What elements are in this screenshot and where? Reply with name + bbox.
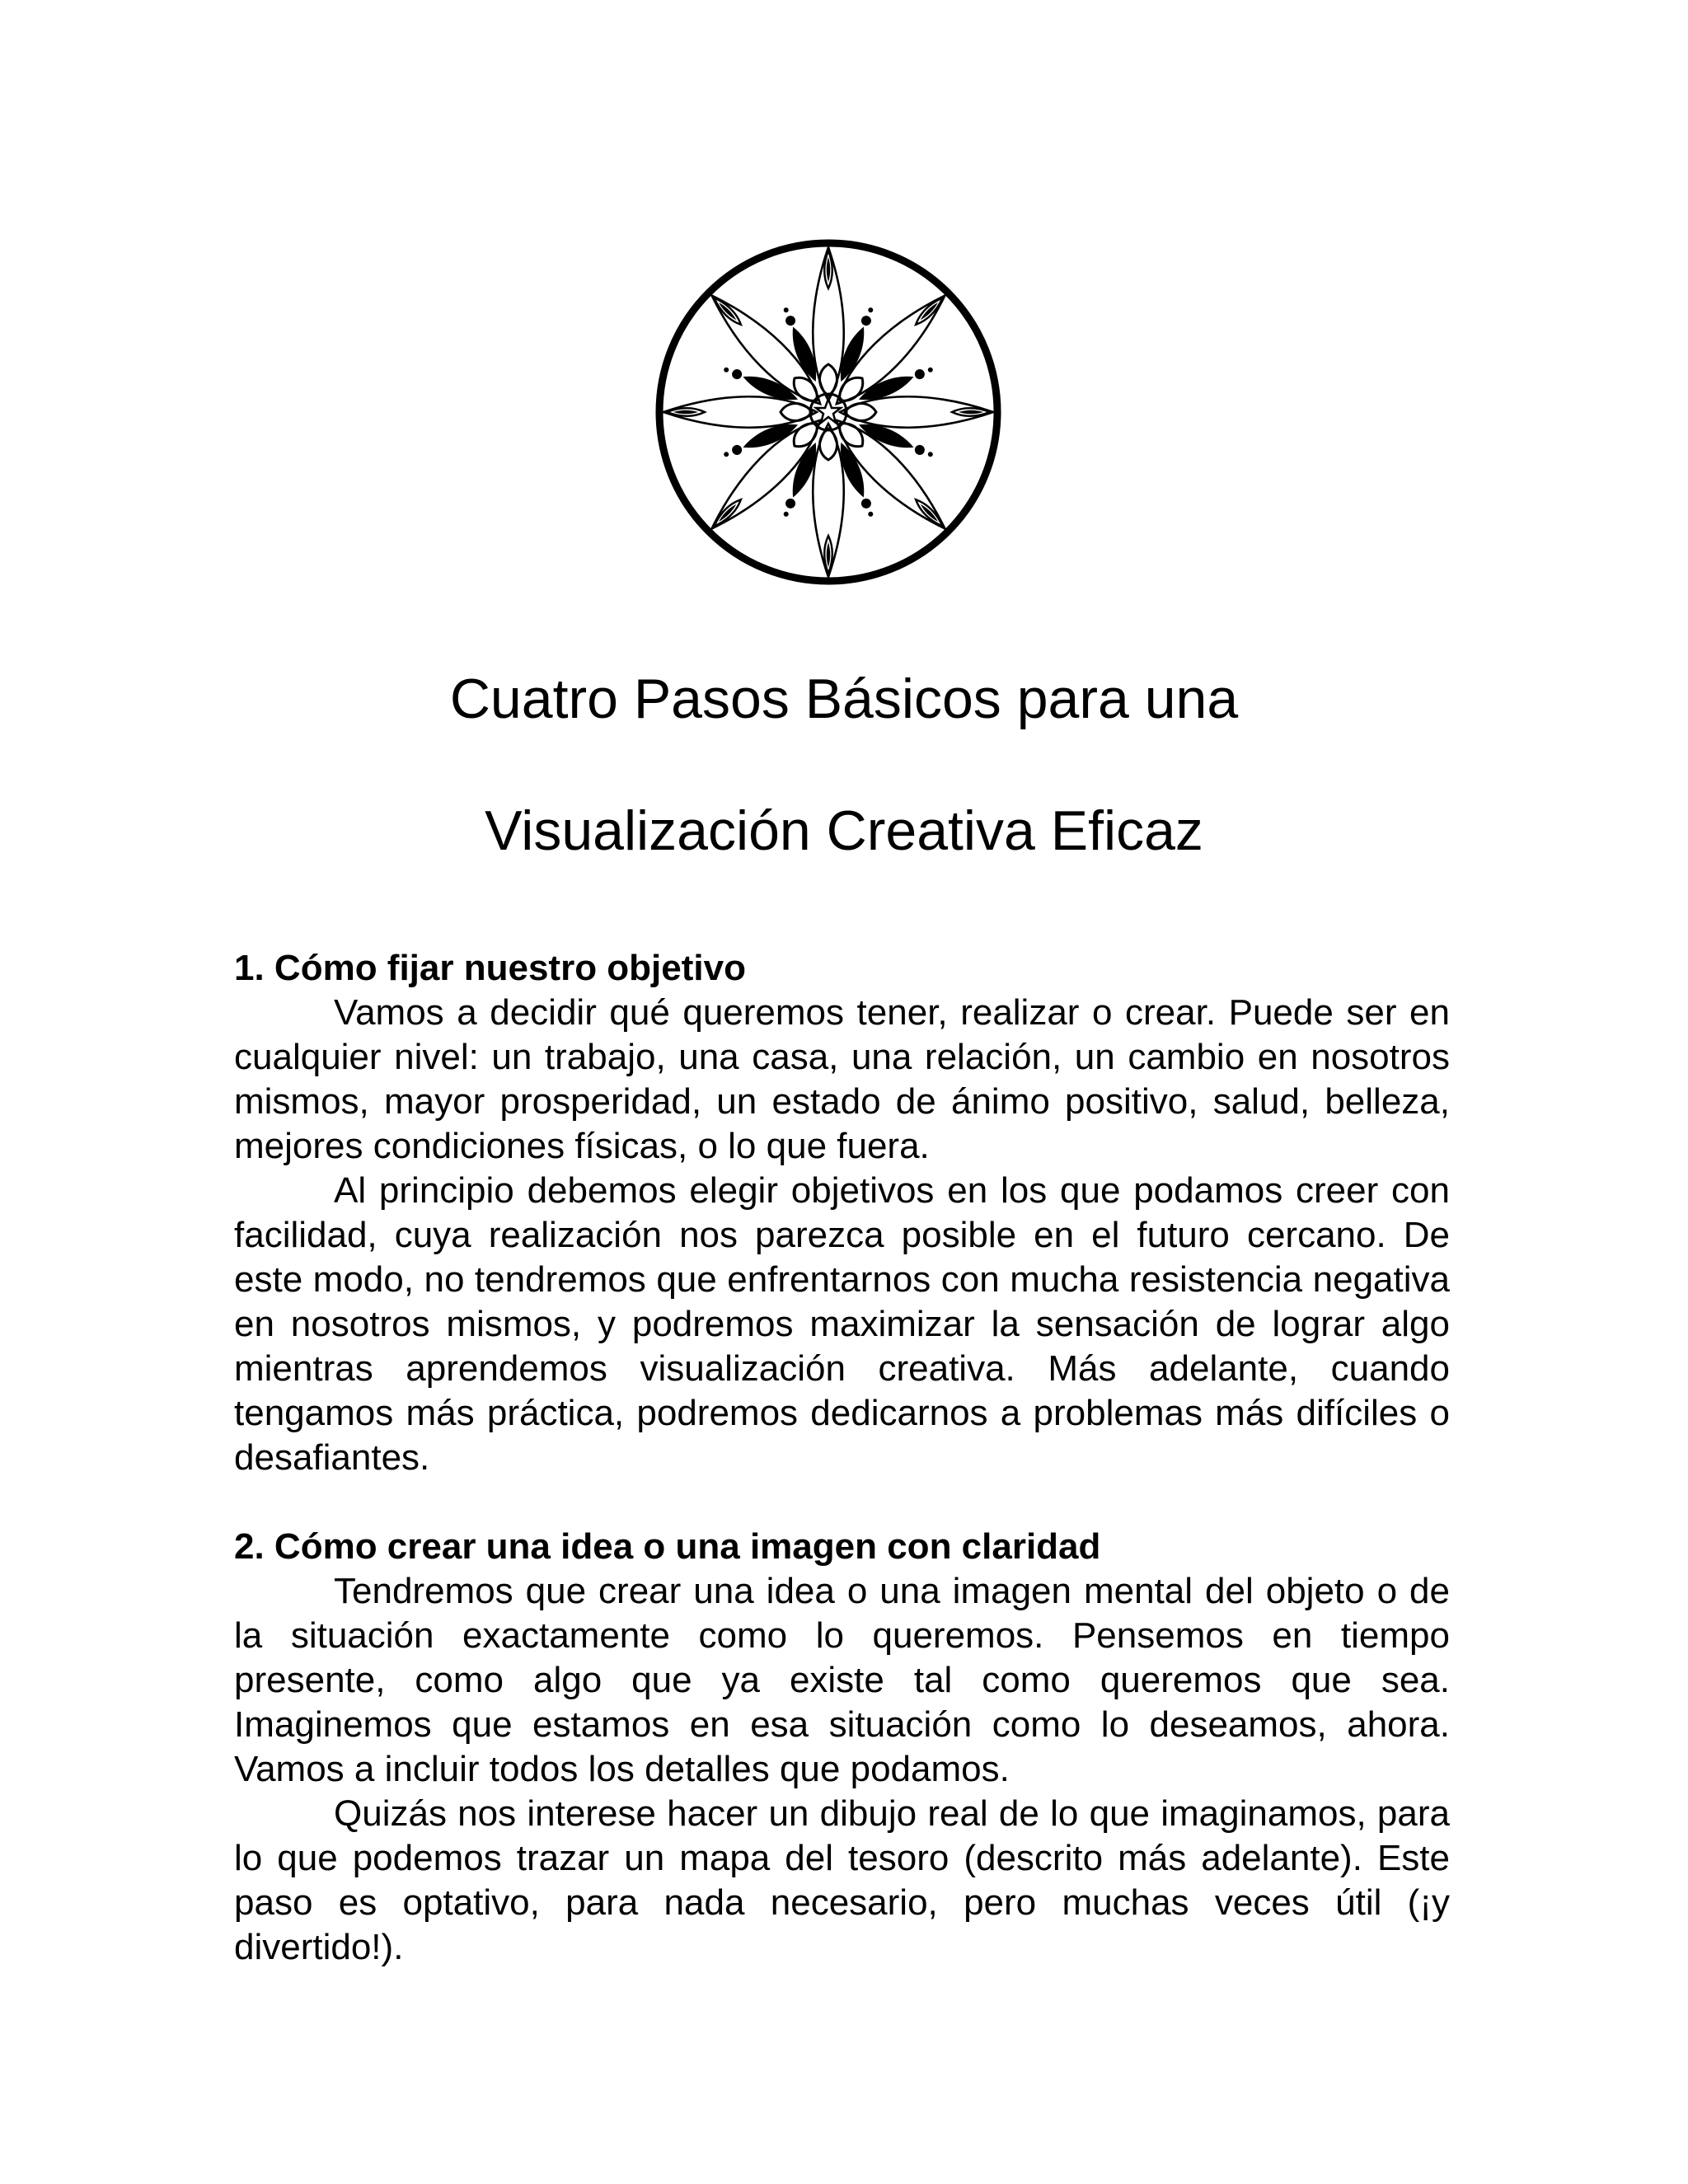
mandala-icon	[651, 218, 1006, 606]
paragraph: Al principio debemos elegir objetivos en los que podamos creer con facilidad, cuya realización nos parezca posible en el futuro cercano. De este modo, no tendremos que enfrentarnos con mucha resistencia negativa en nosotros mismos, y podremos maximizar la sensación de lograr algo mientras aprendemos visualización creativa. Más adelante, cuando tengamos más práctica, podremos dedicarnos a problemas más difíciles o desafiantes.	[234, 1170, 1450, 1478]
paragraph: Quizás nos interese hacer un dibujo real de lo que imaginamos, para lo que podemos trazar un mapa del tesoro (descrito más adelante). Este paso es optativo, para nada necesario, pero muchas veces útil (¡y divertido!).	[234, 1793, 1450, 1967]
paragraph: Vamos a decidir qué queremos tener, realizar o crear. Puede ser en cualquier nivel: un trabajo, una casa, una relación, un cambio en nosotros mismos, mayor prosperidad, un estado de ánimo positivo, salud, belleza, mejores condiciones físicas, o lo que fuera.	[234, 992, 1450, 1166]
section-heading: 1. Cómo fijar nuestro objetivo	[234, 948, 746, 988]
section-heading: 2. Cómo crear una idea o una imagen con claridad	[234, 1526, 1101, 1567]
section-2	[234, 1525, 1450, 1970]
document-body	[234, 946, 1450, 2014]
page-title-line-2: Visualización Creativa Eficaz	[485, 799, 1203, 862]
paragraph: Tendremos que crear una idea o una imagen mental del objeto o de la situación exactamente como lo queremos. Pensemos en tiempo presente, como algo que ya existe tal como queremos que sea. Imaginemos que estamos en esa situación como lo deseamos, ahora. Vamos a incluir todos los detalles que podamos.	[234, 1571, 1450, 1789]
page-title-line-1: Cuatro Pasos Básicos para una	[449, 668, 1239, 730]
section-1	[234, 946, 1450, 1480]
